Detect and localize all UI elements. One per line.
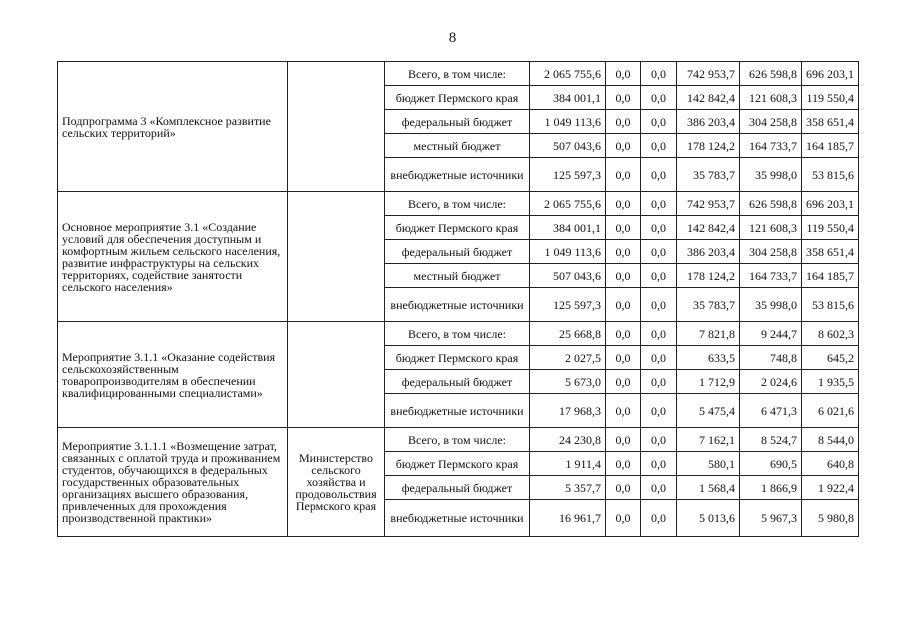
year-4-amount: 626 598,8 bbox=[740, 62, 802, 86]
year-1-amount: 0,0 bbox=[606, 62, 641, 86]
total-amount: 384 001,1 bbox=[530, 216, 606, 240]
year-1-amount: 0,0 bbox=[606, 476, 641, 500]
funding-source: внебюджетные источники bbox=[385, 158, 530, 192]
year-5-amount: 358 651,4 bbox=[802, 240, 859, 264]
year-1-amount: 0,0 bbox=[606, 346, 641, 370]
funding-source: местный бюджет bbox=[385, 134, 530, 158]
year-4-amount: 2 024,6 bbox=[740, 370, 802, 394]
year-2-amount: 0,0 bbox=[641, 394, 677, 428]
year-1-amount: 0,0 bbox=[606, 86, 641, 110]
year-3-amount: 7 162,1 bbox=[677, 428, 740, 452]
year-5-amount: 8 544,0 bbox=[802, 428, 859, 452]
year-3-amount: 386 203,4 bbox=[677, 110, 740, 134]
year-4-amount: 9 244,7 bbox=[740, 322, 802, 346]
year-3-amount: 633,5 bbox=[677, 346, 740, 370]
year-4-amount: 35 998,0 bbox=[740, 288, 802, 322]
total-amount: 2 065 755,6 bbox=[530, 62, 606, 86]
total-amount: 125 597,3 bbox=[530, 288, 606, 322]
total-amount: 125 597,3 bbox=[530, 158, 606, 192]
year-4-amount: 304 258,8 bbox=[740, 110, 802, 134]
funding-source: бюджет Пермского края bbox=[385, 346, 530, 370]
total-amount: 24 230,8 bbox=[530, 428, 606, 452]
year-5-amount: 8 602,3 bbox=[802, 322, 859, 346]
year-5-amount: 1 922,4 bbox=[802, 476, 859, 500]
year-2-amount: 0,0 bbox=[641, 322, 677, 346]
funding-source: федеральный бюджет bbox=[385, 240, 530, 264]
year-2-amount: 0,0 bbox=[641, 500, 677, 537]
year-1-amount: 0,0 bbox=[606, 428, 641, 452]
year-3-amount: 35 783,7 bbox=[677, 288, 740, 322]
year-2-amount: 0,0 bbox=[641, 240, 677, 264]
responsible-executor bbox=[288, 192, 385, 322]
responsible-executor bbox=[288, 62, 385, 192]
year-3-amount: 742 953,7 bbox=[677, 192, 740, 216]
main-activity-name: Основное мероприятие 3.1 «Создание условий для обеспечения доступным и комфортным жильем сельского населения, развитие инфраструктуры на сельских территориях, содействие занятости сельского населения» bbox=[58, 192, 288, 322]
year-3-amount: 7 821,8 bbox=[677, 322, 740, 346]
year-3-amount: 1 712,9 bbox=[677, 370, 740, 394]
year-2-amount: 0,0 bbox=[641, 158, 677, 192]
program-name: Подпрограмма 3 «Комплексное развитие сельских территорий» bbox=[58, 62, 288, 192]
year-4-amount: 6 471,3 bbox=[740, 394, 802, 428]
total-amount: 25 668,8 bbox=[530, 322, 606, 346]
funding-source: федеральный бюджет bbox=[385, 370, 530, 394]
year-3-amount: 35 783,7 bbox=[677, 158, 740, 192]
table-row bbox=[58, 192, 859, 216]
funding-source: бюджет Пермского края bbox=[385, 86, 530, 110]
year-3-amount: 5 475,4 bbox=[677, 394, 740, 428]
year-3-amount: 580,1 bbox=[677, 452, 740, 476]
total-amount: 507 043,6 bbox=[530, 264, 606, 288]
year-4-amount: 690,5 bbox=[740, 452, 802, 476]
year-2-amount: 0,0 bbox=[641, 288, 677, 322]
table-row bbox=[58, 428, 859, 452]
year-3-amount: 386 203,4 bbox=[677, 240, 740, 264]
year-5-amount: 640,8 bbox=[802, 452, 859, 476]
total-amount: 5 357,7 bbox=[530, 476, 606, 500]
year-2-amount: 0,0 bbox=[641, 86, 677, 110]
year-3-amount: 1 568,4 bbox=[677, 476, 740, 500]
total-amount: 2 065 755,6 bbox=[530, 192, 606, 216]
year-1-amount: 0,0 bbox=[606, 500, 641, 537]
total-amount: 507 043,6 bbox=[530, 134, 606, 158]
funding-source: бюджет Пермского края bbox=[385, 452, 530, 476]
funding-source: федеральный бюджет bbox=[385, 110, 530, 134]
year-3-amount: 178 124,2 bbox=[677, 264, 740, 288]
year-5-amount: 1 935,5 bbox=[802, 370, 859, 394]
total-amount: 1 049 113,6 bbox=[530, 110, 606, 134]
year-4-amount: 626 598,8 bbox=[740, 192, 802, 216]
year-5-amount: 119 550,4 bbox=[802, 86, 859, 110]
year-4-amount: 35 998,0 bbox=[740, 158, 802, 192]
year-1-amount: 0,0 bbox=[606, 394, 641, 428]
table-row bbox=[58, 322, 859, 346]
funding-source: внебюджетные источники bbox=[385, 500, 530, 537]
responsible-executor: Министерство сельского хозяйства и продовольствия Пермского края bbox=[288, 428, 385, 537]
year-1-amount: 0,0 bbox=[606, 216, 641, 240]
year-5-amount: 645,2 bbox=[802, 346, 859, 370]
year-4-amount: 121 608,3 bbox=[740, 216, 802, 240]
year-1-amount: 0,0 bbox=[606, 110, 641, 134]
funding-source: Всего, в том числе: bbox=[385, 428, 530, 452]
year-4-amount: 164 733,7 bbox=[740, 264, 802, 288]
total-amount: 17 968,3 bbox=[530, 394, 606, 428]
year-4-amount: 121 608,3 bbox=[740, 86, 802, 110]
year-1-amount: 0,0 bbox=[606, 288, 641, 322]
total-amount: 16 961,7 bbox=[530, 500, 606, 537]
total-amount: 2 027,5 bbox=[530, 346, 606, 370]
year-2-amount: 0,0 bbox=[641, 216, 677, 240]
year-5-amount: 164 185,7 bbox=[802, 134, 859, 158]
year-4-amount: 5 967,3 bbox=[740, 500, 802, 537]
year-4-amount: 8 524,7 bbox=[740, 428, 802, 452]
year-5-amount: 5 980,8 bbox=[802, 500, 859, 537]
funding-source: внебюджетные источники bbox=[385, 288, 530, 322]
year-1-amount: 0,0 bbox=[606, 264, 641, 288]
year-1-amount: 0,0 bbox=[606, 158, 641, 192]
year-2-amount: 0,0 bbox=[641, 264, 677, 288]
year-5-amount: 164 185,7 bbox=[802, 264, 859, 288]
funding-source: федеральный бюджет bbox=[385, 476, 530, 500]
year-5-amount: 358 651,4 bbox=[802, 110, 859, 134]
total-amount: 384 001,1 bbox=[530, 86, 606, 110]
year-5-amount: 696 203,1 bbox=[802, 62, 859, 86]
funding-source: бюджет Пермского края bbox=[385, 216, 530, 240]
year-1-amount: 0,0 bbox=[606, 370, 641, 394]
year-2-amount: 0,0 bbox=[641, 428, 677, 452]
funding-table bbox=[57, 61, 859, 537]
year-5-amount: 119 550,4 bbox=[802, 216, 859, 240]
funding-source: внебюджетные источники bbox=[385, 394, 530, 428]
year-1-amount: 0,0 bbox=[606, 322, 641, 346]
year-2-amount: 0,0 bbox=[641, 476, 677, 500]
year-5-amount: 53 815,6 bbox=[802, 158, 859, 192]
year-1-amount: 0,0 bbox=[606, 192, 641, 216]
activity-name: Мероприятие 3.1.1.1 «Возмещение затрат, связанных с оплатой труда и проживанием студентов, обучающихся в федеральных государственных образовательных организациях высшего образования, привлеченных для прохождения производственной практики» bbox=[58, 428, 288, 537]
year-5-amount: 6 021,6 bbox=[802, 394, 859, 428]
year-2-amount: 0,0 bbox=[641, 452, 677, 476]
funding-source: местный бюджет bbox=[385, 264, 530, 288]
year-4-amount: 748,8 bbox=[740, 346, 802, 370]
year-5-amount: 53 815,6 bbox=[802, 288, 859, 322]
activity-name: Мероприятие 3.1.1 «Оказание содействия сельскохозяйственным товаропроизводителям в обеспечении квалифицированными специалистами» bbox=[58, 322, 288, 428]
year-3-amount: 142 842,4 bbox=[677, 216, 740, 240]
year-3-amount: 5 013,6 bbox=[677, 500, 740, 537]
year-2-amount: 0,0 bbox=[641, 62, 677, 86]
year-2-amount: 0,0 bbox=[641, 192, 677, 216]
year-2-amount: 0,0 bbox=[641, 134, 677, 158]
page-number: 8 bbox=[448, 30, 457, 46]
year-3-amount: 742 953,7 bbox=[677, 62, 740, 86]
year-4-amount: 1 866,9 bbox=[740, 476, 802, 500]
year-1-amount: 0,0 bbox=[606, 452, 641, 476]
total-amount: 1 049 113,6 bbox=[530, 240, 606, 264]
year-2-amount: 0,0 bbox=[641, 346, 677, 370]
year-2-amount: 0,0 bbox=[641, 110, 677, 134]
year-5-amount: 696 203,1 bbox=[802, 192, 859, 216]
responsible-executor bbox=[288, 322, 385, 428]
year-4-amount: 304 258,8 bbox=[740, 240, 802, 264]
year-3-amount: 142 842,4 bbox=[677, 86, 740, 110]
year-2-amount: 0,0 bbox=[641, 370, 677, 394]
total-amount: 1 911,4 bbox=[530, 452, 606, 476]
total-amount: 5 673,0 bbox=[530, 370, 606, 394]
year-3-amount: 178 124,2 bbox=[677, 134, 740, 158]
funding-source: Всего, в том числе: bbox=[385, 62, 530, 86]
year-1-amount: 0,0 bbox=[606, 134, 641, 158]
year-4-amount: 164 733,7 bbox=[740, 134, 802, 158]
table-row bbox=[58, 62, 859, 86]
funding-source: Всего, в том числе: bbox=[385, 192, 530, 216]
year-1-amount: 0,0 bbox=[606, 240, 641, 264]
funding-source: Всего, в том числе: bbox=[385, 322, 530, 346]
